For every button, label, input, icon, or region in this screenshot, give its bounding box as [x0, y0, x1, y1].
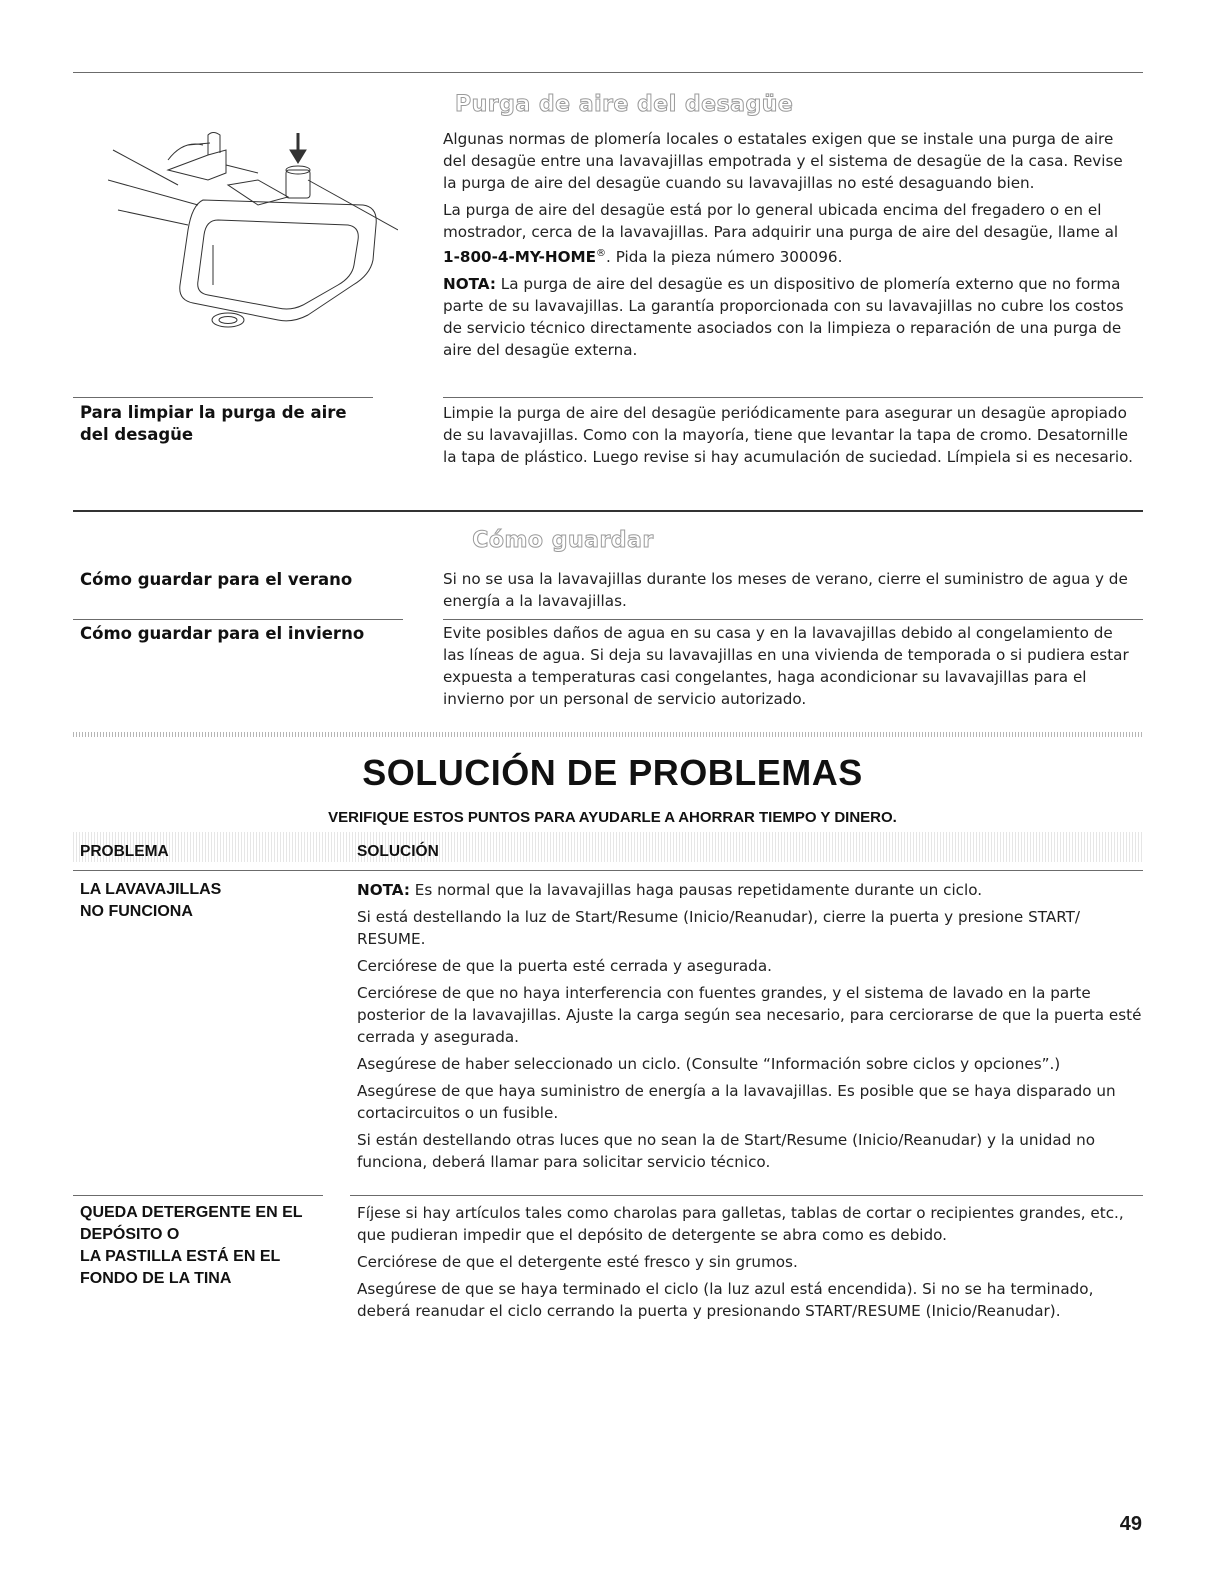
clean-rule [73, 397, 373, 398]
table-header-band [73, 832, 1143, 862]
problem-detergent-line1: QUEDA DETERGENTE EN EL [80, 1204, 303, 1221]
air-gap-p2-text: La purga de aire del desagüe está por lo general ubicada encima del fregadero o en el mostrador, cerca de la lavavajillas. Para adquirir una purga de aire del desagüe, llame al [443, 201, 1119, 241]
air-gap-body [443, 128, 1138, 366]
storage-rule [73, 510, 1143, 512]
solution-item: Fíjese si hay artículos tales como charolas para galletas, tablas de cortar o recipientes grandes, etc., que pudieran impedir que el depósito de detergente se abra como es debido. [357, 1204, 1124, 1244]
clean-rule-right [443, 397, 1143, 398]
problem-not-working-line1: LA LAVAVAJILLAS [80, 881, 222, 898]
troubleshooting-subtitle: VERIFIQUE ESTOS PUNTOS PARA AYUDARLE A AHORRAR TIEMPO Y DINERO. [328, 809, 897, 826]
air-gap-p2-after: . Pida la pieza número 300096. [606, 248, 843, 267]
solution-item: Cerciórese de que no haya interferencia con fuentes grandes, y el sistema de lavado en la parte posterior de la lavavajillas. Ajuste la carga según sea necesario, para cerciorarse de que la puerta esté cerrada y asegurada. [357, 984, 1142, 1046]
problem-detergent-line4: FONDO DE LA TINA [80, 1270, 232, 1287]
troubleshooting-title: SOLUCIÓN DE PROBLEMAS [362, 752, 863, 793]
solution-item: Asegúrese de que se haya terminado el ciclo (la luz azul está encendida). Si no se ha terminado, deberá reanudar el ciclo cerrando la puerta y presionando START/RESUME (Inicio/Reanudar). [357, 1280, 1094, 1320]
top-rule [73, 72, 1143, 73]
clean-air-gap-label: Para limpiar la purga de aire del desagüe [80, 403, 347, 444]
clean-air-gap-text: Limpie la purga de aire del desagüe periódicamente para asegurar un desagüe apropiado de su lavavajillas. Como con la mayoría, tiene que levantar la tapa de cromo. Desatornille la tapa de plástico. Luego revise si hay acumulación de suciedad. Límpiela si es necesario. [443, 404, 1133, 466]
air-gap-paragraph-1: Algunas normas de plomería locales o estatales exigen que se instale una purga de aire del desagüe entre una lavavajillas empotrada y el sistema de desagüe de la casa. Revise la purga de aire del desagüe cuando su lavavajillas no esté desaguando bien. [443, 130, 1123, 192]
phone-number: 1-800-4-MY-HOME [443, 248, 597, 267]
page-number: 49 [1119, 1513, 1142, 1535]
row-divider-right [350, 1195, 1143, 1196]
solution-item: Asegúrese de haber seleccionado un ciclo. (Consulte “Información sobre ciclos y opciones”.) [357, 1055, 1061, 1073]
row-divider-left [73, 1195, 323, 1196]
summer-storage-text: Si no se usa la lavavajillas durante los meses de verano, cierre el suministro de agua y de energía a la lavavajillas. [443, 570, 1128, 610]
winter-rule-right [443, 619, 1143, 620]
winter-storage-text: Evite posibles daños de agua en su casa y en la lavavajillas debido al congelamiento de las líneas de agua. Si deja su lavavajillas en una vivienda de temporada o si pudiera estar expuesta a temperaturas casi congelantes, haga acondicionar su lavavajillas para el invierno por un personal de servicio autorizado. [443, 624, 1129, 708]
problem-not-working [80, 879, 340, 923]
solution-note-label: NOTA: [357, 881, 410, 899]
air-gap-note [443, 273, 1138, 361]
column-header-problem: PROBLEMA [80, 843, 169, 860]
table-header-rule [73, 870, 1143, 871]
solutions-detergent [357, 1202, 1142, 1327]
winter-rule-left [73, 619, 403, 620]
solutions-not-working [357, 879, 1142, 1178]
problem-detergent-line2: DEPÓSITO O [80, 1226, 180, 1243]
air-gap-paragraph-2 [443, 199, 1138, 268]
solution-item: Si están destellando otras luces que no sean la de Start/Resume (Inicio/Reanudar) y la unidad no funciona, deberá llamar para solicitar servicio técnico. [357, 1131, 1096, 1171]
summer-storage-label: Cómo guardar para el verano [80, 570, 353, 589]
registered-mark: ® [596, 248, 607, 259]
problem-detergent-left [80, 1202, 340, 1290]
sink-air-gap-drawing [108, 125, 398, 340]
solution-item: Cerciórese de que la puerta esté cerrada y asegurada. [357, 957, 772, 975]
hatched-divider [73, 732, 1143, 737]
storage-title: Cómo guardar [472, 528, 654, 553]
sink-air-gap-illustration [108, 125, 398, 340]
air-gap-title: Purga de aire del desagüe [455, 92, 794, 117]
solution-item: Cerciórese de que el detergente esté fresco y sin grumos. [357, 1253, 798, 1271]
solution-item: Asegúrese de que haya suministro de energía a la lavavajillas. Es posible que se haya disparado un cortacircuitos o un fusible. [357, 1082, 1116, 1122]
note-label: NOTA: [443, 275, 496, 294]
winter-storage-label: Cómo guardar para el invierno [80, 624, 365, 643]
solution-note [357, 879, 1142, 901]
column-header-solution: SOLUCIÓN [357, 843, 439, 860]
problem-not-working-line2: NO FUNCIONA [80, 903, 193, 920]
note-text: La purga de aire del desagüe es un dispositivo de plomería externo que no forma parte de su lavavajillas. La garantía proporcionada con su lavavajillas no cubre los costos de servicio técnico directamente asociados con la limpieza o reparación de una purga de aire del desagüe externa. [443, 275, 1124, 360]
problem-detergent-line3: LA PASTILLA ESTÁ EN EL [80, 1248, 281, 1265]
solution-item: Si está destellando la luz de Start/Resume (Inicio/Reanudar), cierre la puerta y presione START/ RESUME. [357, 908, 1081, 948]
solution-note-text: Es normal que la lavavajillas haga pausas repetidamente durante un ciclo. [409, 881, 983, 899]
